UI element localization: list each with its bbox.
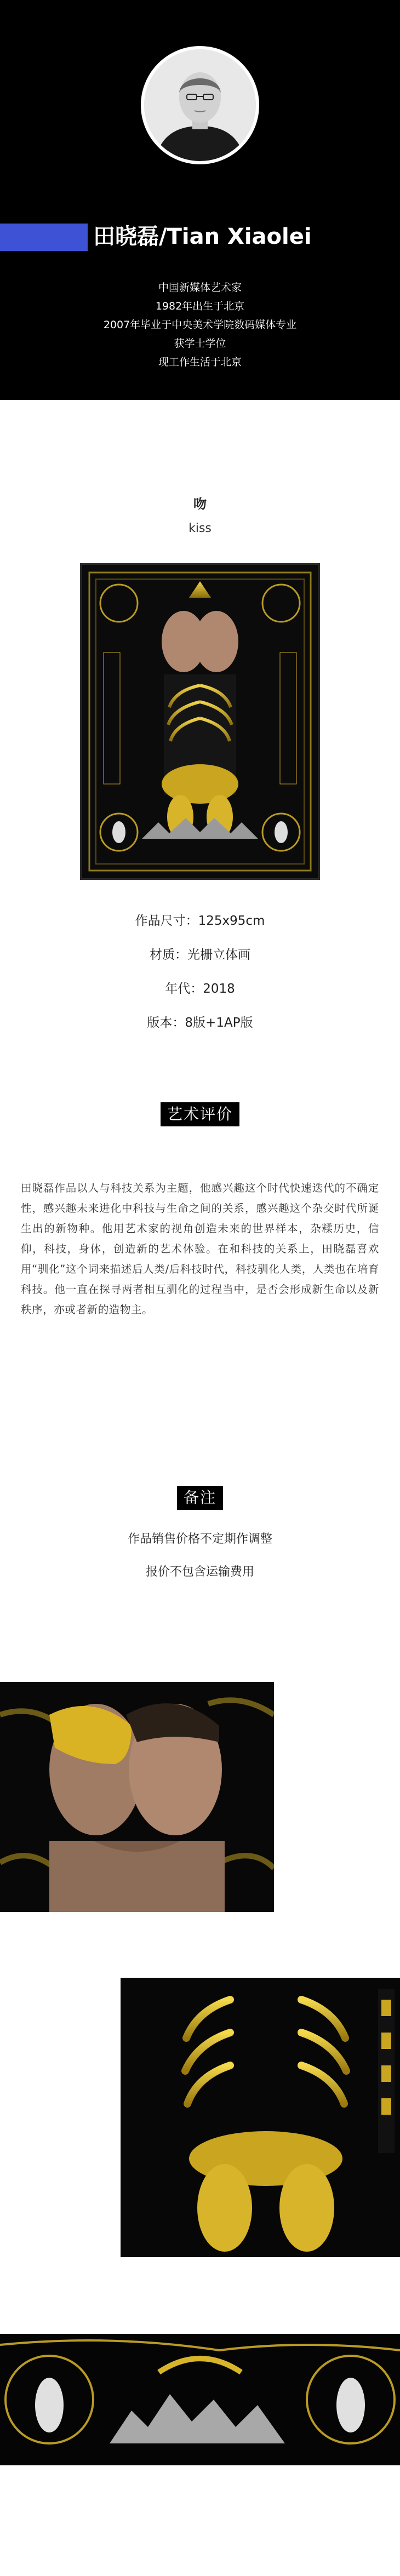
review-text: 田晓磊作品以人与科技关系为主题，他感兴趣这个时代快速迭代的不确定性，感兴趣未来进化中科技与生命之间的关系，感兴趣这个杂交时代所诞生出的新物种。他用艺术家的视角创造未来的世界样本，杂糅历史，信仰，科技，身体，创造新的艺术体验。在和科技的关系上，田晓磊喜欢用“驯化”这个词来描述后人类/后科技时代，科技驯化人类，人类也在培育科技。他一直在探寻两者相互驯化的过程当中，是否会形成新生命以及新秩序，亦或者新的造物主。	[21, 1181, 379, 1316]
artist-bio	[0, 278, 400, 371]
detail-image-skeleton	[121, 1978, 400, 2257]
bio-line: 2007年毕业于中央美术学院数码媒体专业	[103, 319, 297, 331]
detail-image-strip	[0, 2334, 400, 2465]
accent-bar	[0, 224, 88, 251]
artist-hero	[0, 0, 400, 400]
spec-material: 材质：光栅立体画	[150, 948, 250, 962]
bio-line: 1982年出生于北京	[155, 300, 245, 312]
bio-line: 中国新媒体艺术家	[158, 282, 242, 294]
spec-year: 年代：2018	[165, 982, 235, 996]
bio-line: 获学士学位	[174, 337, 226, 350]
spec-size: 作品尺寸：125x95cm	[135, 914, 265, 928]
detail-image-kiss	[0, 1682, 274, 1912]
review-heading	[0, 1102, 400, 1126]
spec-edition: 版本：8版+1AP版	[147, 1016, 253, 1030]
review-heading-label: 艺术评价	[161, 1102, 239, 1126]
artist-name: 田晓磊/Tian Xiaolei	[93, 224, 312, 249]
notes-heading	[0, 1486, 400, 1510]
notes-heading-label: 备注	[177, 1486, 223, 1510]
artwork-image	[80, 563, 320, 880]
artist-avatar	[141, 46, 259, 164]
bio-line: 现工作生活于北京	[158, 356, 242, 368]
notes	[0, 1529, 400, 1594]
work-title: 吻	[193, 496, 207, 512]
artist-portrait-image	[144, 49, 256, 161]
work-specs	[0, 907, 400, 1043]
note-line: 报价不包含运输费用	[145, 1565, 254, 1579]
work-title-en: kiss	[188, 522, 212, 535]
note-line: 作品销售价格不定期作调整	[127, 1532, 272, 1546]
